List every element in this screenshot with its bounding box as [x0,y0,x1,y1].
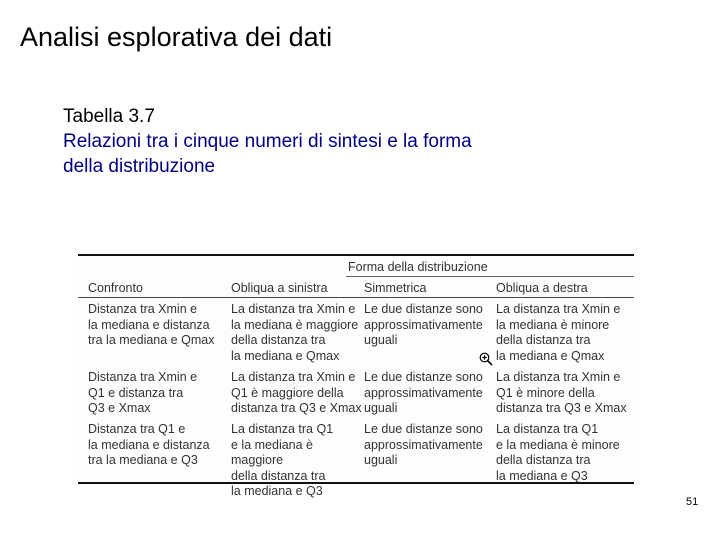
column-header-simmetrica: Simmetrica [364,281,427,295]
table-cell: Distanza tra Xmin e la mediana e distanza tra la mediana e Qmax [88,302,215,347]
table-cell: La distanza tra Xmin e Q1 è maggiore della distanza tra Q3 e Xmax [231,370,362,415]
table-heading-line2: della distribuzione [63,156,216,177]
table-label: Tabella 3.7 [63,106,155,127]
table-cell: La distanza tra Xmin e la mediana è minore della distanza tra la mediana e Qmax [496,302,621,363]
table-cell: La distanza tra Q1 e la mediana è minore della distanza tra la mediana e Q3 [496,422,620,483]
group-header-rule [346,276,634,277]
table-heading-line1: Relazioni tra i cinque numeri di sintesi e la forma [63,131,472,152]
table-cell: La distanza tra Xmin e Q1 è minore della distanza tra Q3 e Xmax [496,370,627,415]
column-header-confronto: Confronto [88,281,143,295]
table-cell: La distanza tra Q1 e la mediana è maggiore della distanza tra la mediana e Q3 [231,422,334,498]
header-rule [78,297,634,298]
column-header-obliqua-sinistra: Obliqua a sinistra [231,281,328,295]
table-cell: Le due distanze sono approssimativamente uguali [364,370,483,415]
table-caption [63,104,472,179]
table-bottom-rule [78,482,634,484]
zoom-in-icon[interactable] [479,352,493,366]
table-image [78,254,634,498]
table-cell: Le due distanze sono approssimativamente uguali [364,422,483,467]
table-cell: La distanza tra Xmin e la mediana è maggiore della distanza tra la mediana e Qmax [231,302,359,363]
table-cell: Distanza tra Q1 e la mediana e distanza tra la mediana e Q3 [88,422,210,467]
column-header-obliqua-destra: Obliqua a destra [496,281,588,295]
slide-title: Analisi esplorativa dei dati [20,22,333,52]
table-cell: Le due distanze sono approssimativamente uguali [364,302,483,347]
table-cell: Distanza tra Xmin e Q1 e distanza tra Q3 e Xmax [88,370,198,415]
group-header: Forma della distribuzione [348,260,488,274]
table-top-rule [78,254,634,256]
page-number: 51 [686,496,699,508]
